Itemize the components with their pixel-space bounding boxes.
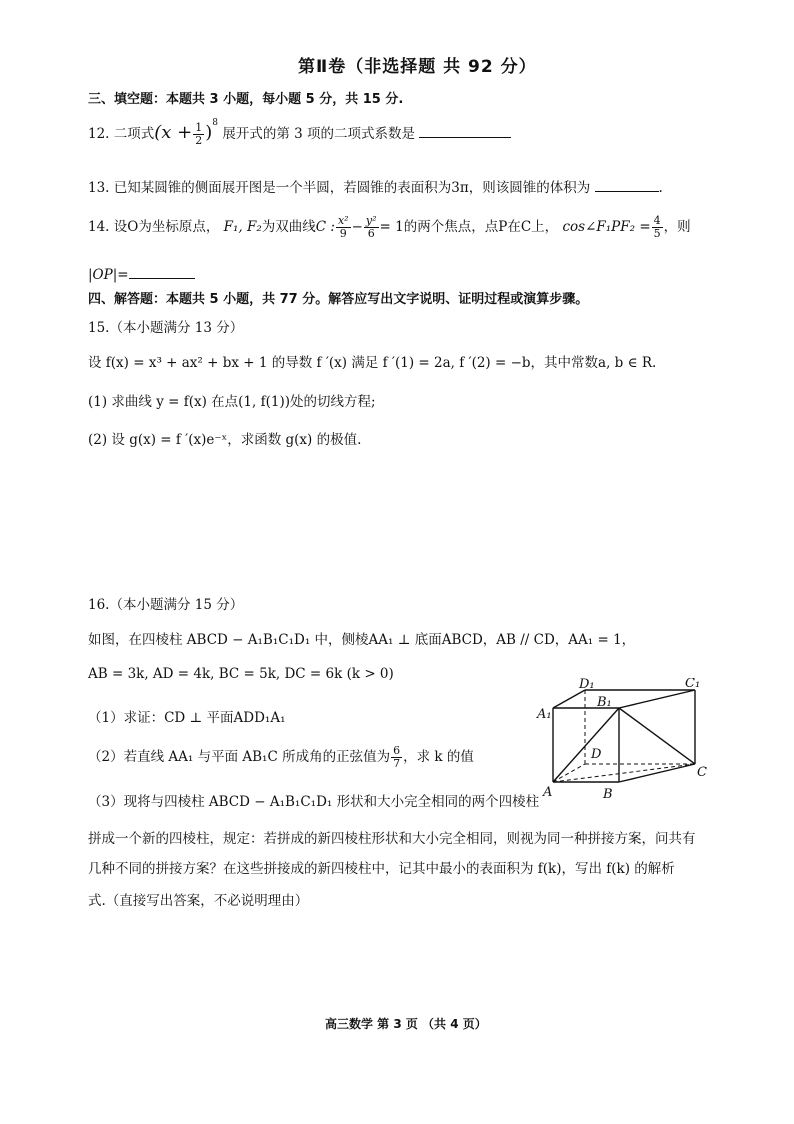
figure-label-a1: A₁ — [537, 707, 552, 722]
q14-y-den: 6 — [367, 227, 375, 240]
q16-part2 — [88, 745, 474, 770]
q13-end: . — [658, 180, 663, 196]
q12-expr-right: ) — [205, 122, 213, 143]
q14-op-line — [88, 266, 195, 283]
q12-exponent: 8 — [212, 117, 219, 128]
q14-op: |OP|= — [88, 267, 129, 283]
answer-blank[interactable] — [595, 179, 659, 192]
q15-header: 15.（本小题满分 13 分） — [88, 320, 244, 336]
q16-part3-line4: 式.（直接写出答案，不必说明理由） — [88, 893, 309, 909]
figure-label-b: B — [603, 787, 613, 800]
figure-label-d: D — [591, 747, 602, 762]
q16-header: 16.（本小题满分 15 分） — [88, 597, 244, 613]
edge-a-b1 — [553, 708, 619, 782]
hidden-edge-a-c — [553, 764, 695, 782]
edge-b1-c1 — [619, 690, 695, 708]
q16-part3-line2: 拼成一个新的四棱柱，规定：若拼成的新四棱柱形状和大小完全相同，则视为同一种拼接方案，问共有 — [88, 831, 696, 847]
q15-part1: (1) 求曲线 y = f(x) 在点(1, f(1))处的切线方程; — [88, 394, 376, 410]
q14-cos: cos∠F₁PF₂ = — [562, 219, 651, 235]
q16-part1: （1）求证：CD ⊥ 平面ADD₁A₁ — [88, 710, 286, 726]
q14-cos-den: 5 — [653, 227, 661, 240]
q14-part4: ，则 — [663, 219, 691, 235]
question-13 — [88, 176, 663, 196]
edge-a1-d1 — [553, 690, 585, 708]
figure-label-c1: C₁ — [685, 678, 701, 691]
page-footer: 高三数学 第 3 页 （共 4 页） — [325, 1017, 487, 1031]
q16-part3: （3）现将与四棱柱 ABCD − A₁B₁C₁D₁ 形状和大小完全相同的两个四棱柱 — [88, 794, 540, 810]
q15-part2: (2) 设 g(x) = f ′(x)e⁻ˣ，求函数 g(x) 的极值. — [88, 432, 362, 448]
q14-eq: = 1 — [379, 219, 404, 235]
q14-part3: 的两个焦点，点P在C上， — [403, 219, 559, 235]
edge-b1-c — [619, 708, 695, 764]
q12-frac-den: 2 — [195, 134, 203, 147]
q14-x-den: 9 — [339, 227, 347, 240]
question-number: 13. — [88, 180, 110, 196]
section-heading-fill-in: 三、填空题：本题共 3 小题，每小题 5 分，共 15 分. — [88, 92, 404, 107]
q12-frac-num: 1 — [195, 121, 203, 134]
figure-label-a: A — [543, 785, 553, 800]
q14-minus: − — [351, 219, 363, 235]
q14-part1: 设O为坐标原点， — [113, 219, 220, 235]
answer-blank[interactable] — [129, 266, 195, 279]
q14-curve: C : — [315, 219, 335, 235]
question-number: 14. — [88, 219, 110, 235]
q16-part2-a: （2）若直线 AA₁ 与平面 AB₁C 所成角的正弦值为 — [88, 749, 391, 765]
q16-conditions: AB = 3k, AD = 4k, BC = 5k, DC = 6k (k > 0) — [88, 666, 394, 682]
q16-p2-num: 6 — [393, 744, 401, 757]
figure-label-d1: D₁ — [579, 678, 595, 692]
q15-stem: 设 f(x) = x³ + ax² + bx + 1 的导数 f ′(x) 满足 f ′(1) = 2a, f ′(2) = −b，其中常数a, b ∈ R. — [88, 355, 657, 371]
q12-tail: 展开式的第 3 项的二项式系数是 — [222, 126, 415, 142]
q14-cos-num: 4 — [653, 214, 661, 227]
section-heading-solutions: 四、解答题：本题共 5 小题，共 77 分。解答应写出文字说明、证明过程或演算步骤。 — [88, 292, 589, 307]
q14-part2: 为双曲线 — [261, 219, 316, 235]
q12-lead: 二项式 — [113, 126, 155, 142]
answer-blank[interactable] — [419, 125, 511, 138]
question-12 — [88, 117, 511, 147]
figure-label-b1: B₁ — [597, 695, 612, 710]
q16-part3-line3: 几种不同的拼接方案？在这些拼接成的新四棱柱中，记其中最小的表面积为 f(k)，写出 f(k) 的解析 — [88, 861, 675, 877]
question-14 — [88, 215, 691, 240]
q16-p2-den: 7 — [393, 757, 401, 770]
q16-stem: 如图，在四棱柱 ABCD − A₁B₁C₁D₁ 中，侧棱AA₁ ⊥ 底面ABCD，AB // CD，AA₁ = 1， — [88, 632, 636, 648]
q14-x-num: x² — [337, 214, 349, 227]
figure-label-c: C — [697, 765, 707, 780]
q16-part2-b: ，求 k 的值 — [403, 749, 474, 765]
q12-expr-left: (x + — [154, 122, 193, 143]
q14-foci: F₁, F₂ — [223, 219, 262, 235]
q13-text: 已知某圆锥的侧面展开图是一个半圆，若圆锥的表面积为3π，则该圆锥的体积为 — [113, 180, 591, 196]
question-number: 12. — [88, 126, 110, 142]
q14-y-num: y² — [365, 214, 377, 227]
prism-figure — [535, 678, 715, 800]
page-title: 第Ⅱ卷（非选择题 共 92 分） — [298, 57, 537, 77]
edge-b-c — [619, 764, 695, 782]
hidden-edge-a-d — [553, 764, 585, 782]
